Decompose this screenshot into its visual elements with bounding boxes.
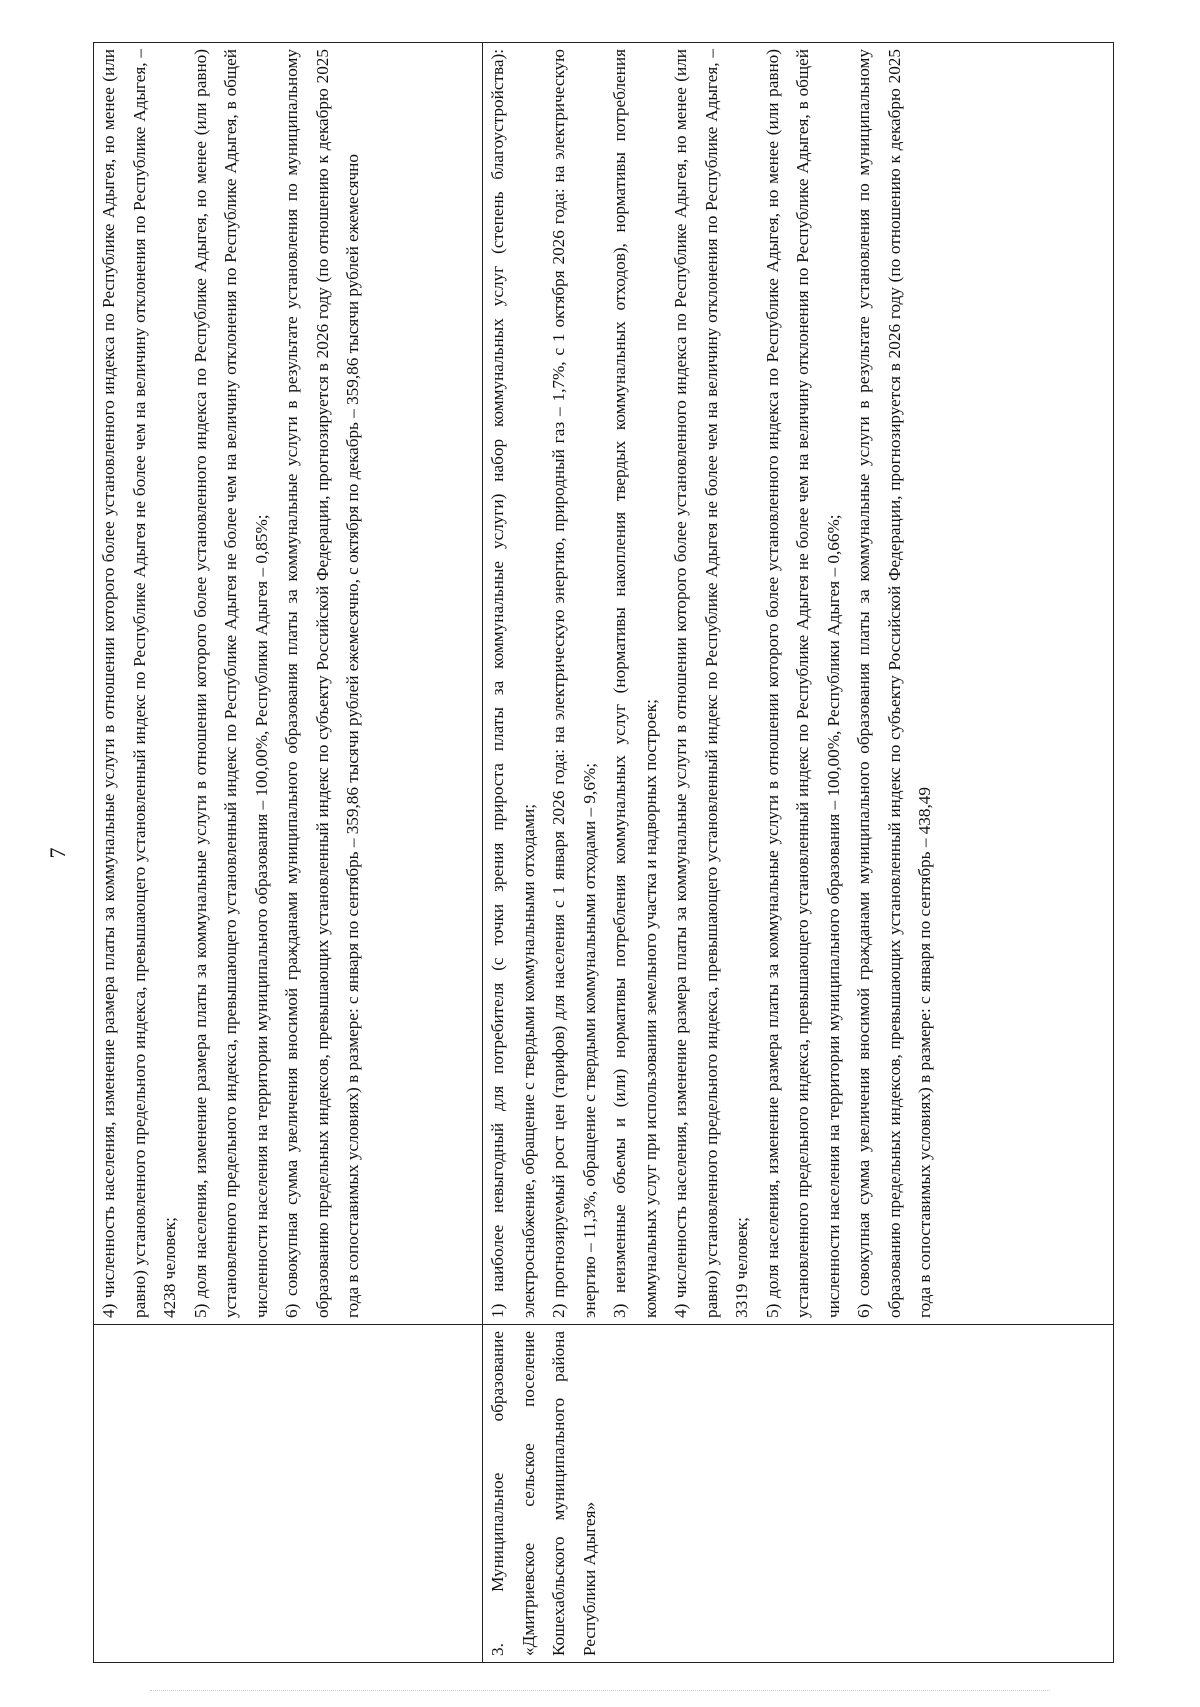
- parameter-item: 6) совокупная сумма увеличения вносимой гражданами муниципального образования платы за коммунальные услуги в результате установления по муниципальному образованию предельных индексов, превышающих установленный индекс по субъекту Российской Федерации, прогнозируется в 2026 году (по отношению к декабрю 2025 года в сопоставимых условиях) в размере: с января по сентябрь – 359,86 тысячи рублей ежемесячно, с октября по декабрь – 359,86 тысячи рублей ежемесячно: [282, 49, 362, 1318]
- rotated-page: [25, 43, 1175, 1663]
- parameter-item: 1) наиболее невыгодный для потребителя (с точки зрения прироста платы за коммунальные услуги) набор коммунальных услуг (степень благоустройства): электроснабжение, обращение с твердыми коммунальными отходами;: [488, 49, 538, 1318]
- municipality-cell: [94, 1325, 483, 1663]
- document-table: [93, 42, 1114, 1663]
- municipality-cell: 3. Муниципальное образование «Дмитриевское сельское поселение Кошехабльского муниципального района Республики Адыгея»: [483, 1325, 1114, 1663]
- parameter-item: 5) доля населения, изменение размера платы за коммунальные услуги в отношении которого более установленного индекса по Республике Адыгея, но менее (или равно) установленного предельного индекса, превышающего установленный индекс по Республике Адыгея не более чем на величину отклонения по Республике Адыгея, в общей численности населения на территории муниципального образования – 100,00%, Республики Адыгея – 0,85%;: [190, 49, 271, 1318]
- parameters-cell: [483, 43, 1114, 1325]
- parameter-item: 2) прогнозируемый рост цен (тарифов) для населения с 1 января 2026 года: на электрическую энергию, природный газ – 1,7%, с 1 октября 2026 года: на электрическую энергию – 11,3%, обращение с твердыми коммунальными отходами – 9,6%;: [549, 49, 599, 1318]
- page-number: 7: [45, 847, 70, 859]
- parameters-cell: [94, 43, 483, 1325]
- scan-artifact-line: [150, 1690, 1050, 1693]
- table-row: [483, 43, 1114, 1663]
- parameter-item: 4) численность населения, изменение размера платы за коммунальные услуги в отношении которого более установленного индекса по Республике Адыгея, но менее (или равно) установленного предельного индекса, превышающего установленный индекс по Республике Адыгея не более чем на величину отклонения по Республике Адыгея, – 3319 человек;: [671, 49, 751, 1318]
- parameter-item: 5) доля населения, изменение размера платы за коммунальные услуги в отношении которого более установленного индекса по Республике Адыгея, но менее (или равно) установленного предельного индекса, превышающего установленный индекс по Республике Адыгея не более чем на величину отклонения по Республике Адыгея, в общей численности населения на территории муниципального образования – 100,00%, Республики Адыгея – 0,66%;: [762, 49, 843, 1318]
- table-row: [94, 43, 483, 1663]
- parameter-item: 4) численность населения, изменение размера платы за коммунальные услуги в отношении которого более установленного индекса по Республике Адыгея, но менее (или равно) установленного предельного индекса, превышающего установленный индекс по Республике Адыгея не более чем на величину отклонения по Республике Адыгея, – 4238 человек;: [99, 49, 179, 1318]
- parameter-item: 3) неизменные объемы и (или) нормативы потребления коммунальных услуг (нормативы накопления твердых коммунальных отходов), нормативы потребления коммунальных услуг при использовании земельного участка и надворных построек;: [610, 49, 660, 1318]
- parameter-item: 6) совокупная сумма увеличения вносимой гражданами муниципального образования платы за коммунальные услуги в результате установления по муниципальному образованию предельных индексов, превышающих установленный индекс по субъекту Российской Федерации, прогнозируется в 2026 году (по отношению к декабрю 2025 года в сопоставимых условиях) в размере: с января по сентябрь – 438,49: [854, 49, 934, 1318]
